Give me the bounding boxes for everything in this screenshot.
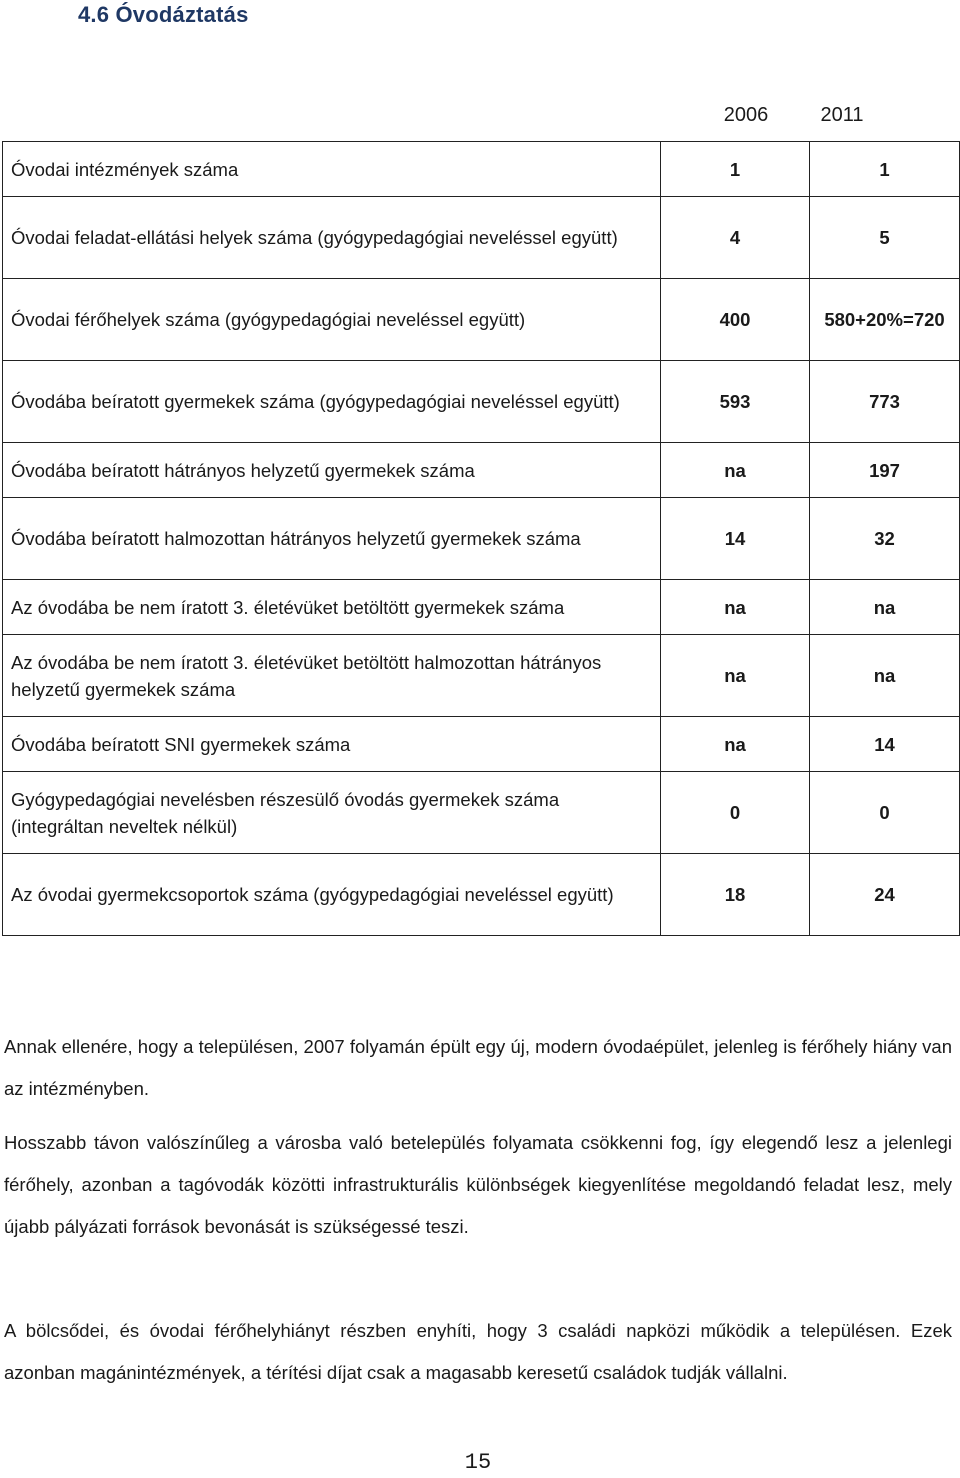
year-2011-header: 2011 (820, 104, 864, 126)
row-label: Óvodai férőhelyek száma (gyógypedagógiai neveléssel együtt) (3, 279, 661, 361)
page-number: 15 (464, 1450, 492, 1475)
table-row (3, 635, 960, 717)
table-row (3, 142, 960, 197)
year-2006-header: 2006 (723, 104, 769, 126)
value-2011: na (810, 635, 960, 717)
paragraph: Hosszabb távon valószínűleg a városba való betelepülés folyamata csökkenni fog, így elegendő lesz a jelenlegi férőhely, azonban a tagóvodák közötti infrastrukturális különbségek kiegyenlítése megoldandó feladat lesz, mely újabb pályázati források bevonását is szükségessé teszi. (4, 1132, 952, 1237)
value-2006: na (661, 717, 810, 772)
value-2011: 32 (810, 498, 960, 580)
value-2006: 4 (661, 197, 810, 279)
row-label: Óvodába beíratott gyermekek száma (gyógypedagógiai neveléssel együtt) (3, 361, 661, 443)
row-label: Óvodába beíratott halmozottan hátrányos helyzetű gyermekek száma (3, 498, 661, 580)
row-label: Gyógypedagógiai nevelésben részesülő óvodás gyermekek száma (integráltan neveltek nélkül) (3, 772, 661, 854)
value-2011: 14 (810, 717, 960, 772)
table-row (3, 580, 960, 635)
row-label: Az óvodába be nem íratott 3. életévüket betöltött halmozottan hátrányos helyzetű gyermekek száma (3, 635, 661, 717)
value-2006: na (661, 635, 810, 717)
row-label: Óvodába beíratott hátrányos helyzetű gyermekek száma (3, 443, 661, 498)
value-2006: 18 (661, 854, 810, 936)
value-2006: na (661, 580, 810, 635)
row-label: Óvodai intézmények száma (3, 142, 661, 197)
value-2011: 1 (810, 142, 960, 197)
row-label: Az óvodai gyermekcsoportok száma (gyógypedagógiai neveléssel együtt) (3, 854, 661, 936)
value-2011: 197 (810, 443, 960, 498)
value-2011: 5 (810, 197, 960, 279)
table-row (3, 772, 960, 854)
table-row (3, 717, 960, 772)
value-2006: 1 (661, 142, 810, 197)
value-2011: 0 (810, 772, 960, 854)
value-2006: 593 (661, 361, 810, 443)
row-label: Az óvodába be nem íratott 3. életévüket betöltött gyermekek száma (3, 580, 661, 635)
section-heading: 4.6 Óvodáztatás (78, 2, 249, 27)
table-row (3, 498, 960, 580)
table-row (3, 279, 960, 361)
year-header-row (0, 100, 960, 130)
paragraph: A bölcsődei, és óvodai férőhelyhiányt részben enyhíti, hogy 3 családi napközi működik a településen. Ezek azonban magánintézmények, a térítési díjat csak a magasabb keresetű családok tudják vállalni. (4, 1320, 952, 1383)
value-2006: 0 (661, 772, 810, 854)
row-label: Óvodai feladat-ellátási helyek száma (gyógypedagógiai neveléssel együtt) (3, 197, 661, 279)
table-row (3, 443, 960, 498)
body-text (4, 1026, 952, 1394)
table-row (3, 197, 960, 279)
value-2011: na (810, 580, 960, 635)
value-2006: na (661, 443, 810, 498)
kindergarten-statistics-table (2, 141, 960, 936)
value-2006: 400 (661, 279, 810, 361)
table-row (3, 361, 960, 443)
value-2011: 24 (810, 854, 960, 936)
value-2011: 580+20%=720 (810, 279, 960, 361)
paragraph: Annak ellenére, hogy a településen, 2007 folyamán épült egy új, modern óvodaépület, jelenleg is férőhely hiány van az intézményben. (4, 1036, 952, 1099)
table-row (3, 854, 960, 936)
row-label: Óvodába beíratott SNI gyermekek száma (3, 717, 661, 772)
value-2006: 14 (661, 498, 810, 580)
value-2011: 773 (810, 361, 960, 443)
